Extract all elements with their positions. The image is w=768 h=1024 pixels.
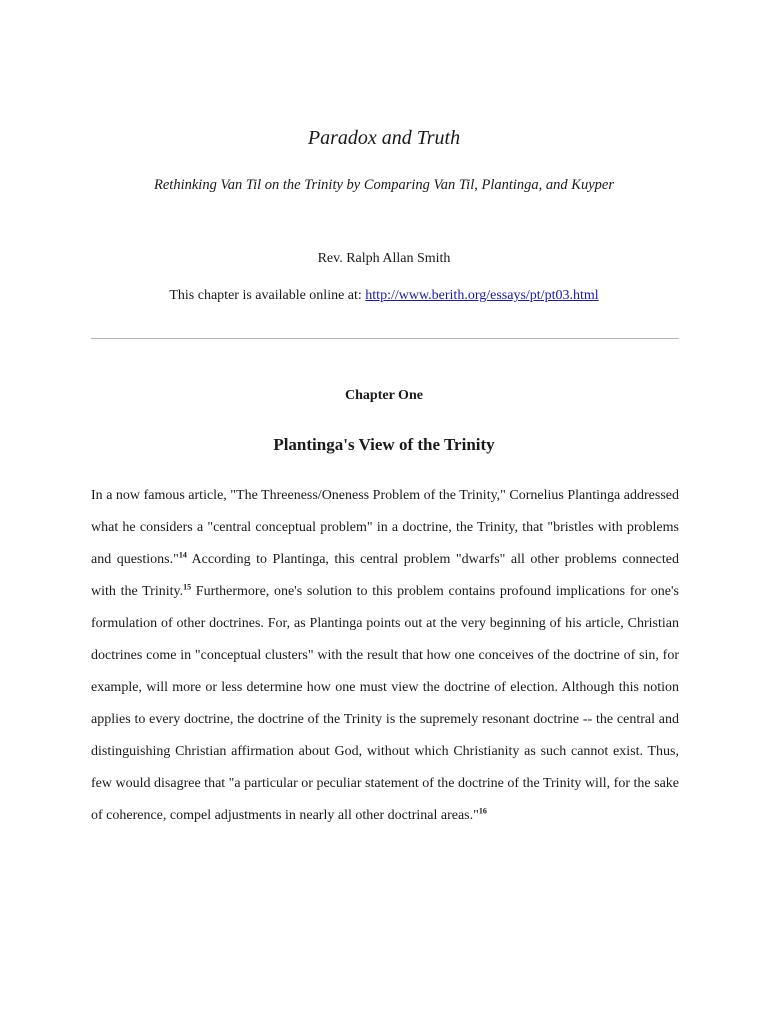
author-name: Rev. Ralph Allan Smith (317, 251, 451, 266)
horizontal-divider (91, 338, 679, 339)
document-title: Paradox and Truth (307, 127, 461, 149)
section-heading: Plantinga's View of the Trinity (273, 435, 495, 454)
paragraph-segment-1: In a now famous article, "The Threeness/Oneness Problem of the Trinity," Cornelius Plantinga addressed what he considers a "central conceptual problem" in a doctrine, the Trinity, that "bristles with problems and questions." (91, 488, 679, 567)
document-subtitle: Rethinking Van Til on the Trinity by Comparing Van Til, Plantinga, and Kuyper (154, 177, 614, 193)
body-paragraph (91, 480, 679, 832)
footnote-ref-14: 14 (178, 550, 187, 560)
footnote-ref-15: 15 (183, 582, 192, 592)
online-prefix: This chapter is available online at: (169, 288, 366, 303)
online-availability (0, 288, 768, 304)
paragraph-segment-3: Furthermore, one's solution to this problem contains profound implications for one's formulation of other doctrines. For, as Plantinga points out at the very beginning of his article, Christian doctrines come in "conceptual clusters" with the result that how one conceives of the doctrine of sin, for example, will more or less determine how one must view the doctrine of election. Although this notion applies to every doctrine, the doctrine of the Trinity is the supremely resonant doctrine -- the central and distinguishing Christian affirmation about God, without which Christianity as such cannot exist. Thus, few would disagree that "a particular or peculiar statement of the doctrine of the Trinity will, for the sake of coherence, compel adjustments in nearly all other doctrinal areas." (91, 584, 679, 823)
paragraph-segment-2: According to Plantinga, this central problem "dwarfs" all other problems connected with the Trinity. (91, 552, 679, 599)
chapter-label: Chapter One (345, 388, 423, 403)
footnote-ref-16: 16 (478, 806, 487, 816)
online-link[interactable]: http://www.berith.org/essays/pt/pt03.html (365, 288, 599, 303)
